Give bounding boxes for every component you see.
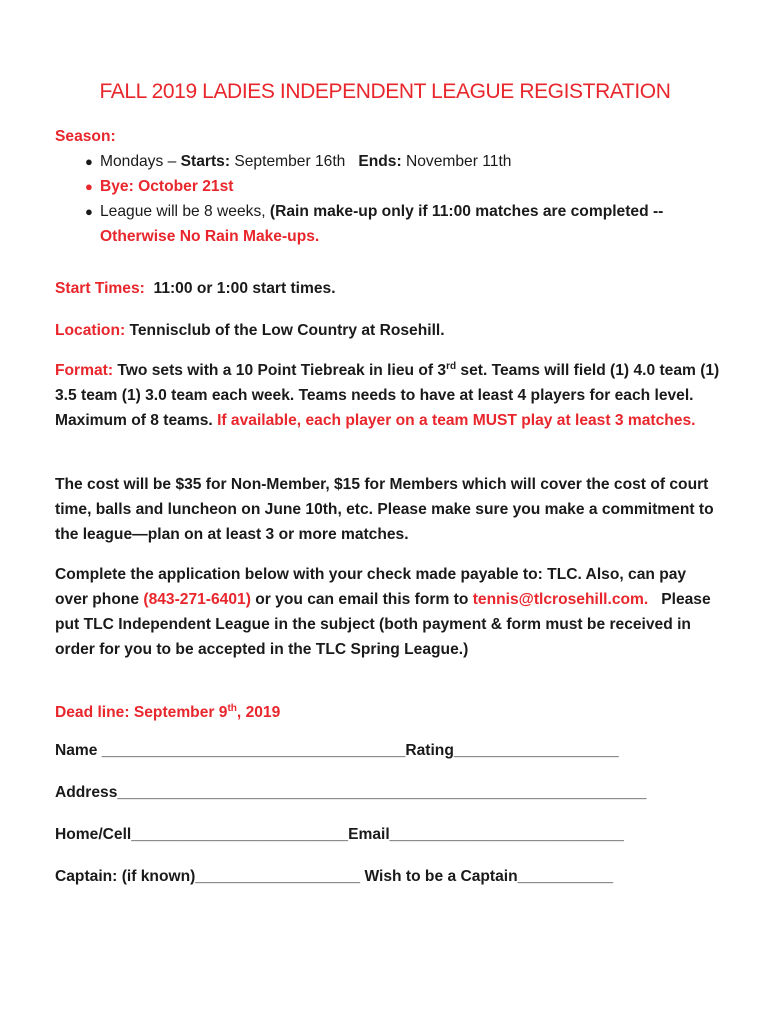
home-email-field[interactable]: Home/Cell_________________________Email___________________________ — [55, 826, 624, 843]
season-list — [55, 149, 720, 249]
list-item: ● Mondays – Starts: September 16th Ends: November 11th — [55, 149, 720, 174]
list-item: ● Bye: October 21st — [55, 174, 720, 199]
start-times: Start Times: 11:00 or 1:00 start times. — [55, 280, 336, 297]
bullet-icon: ● — [85, 179, 93, 194]
format-section: Format: Two sets with a 10 Point Tiebreak in lieu of 3rd set. Teams will field (1) 4.0 team (1) 3.5 team (1) 3.0 team each week. Teams needs to have at least 4 players for each level. Maximum of 8 teams. If available, each player on a team MUST play at least 3 matches. — [55, 360, 720, 429]
bullet-icon: ● — [85, 154, 93, 169]
cost-paragraph: The cost will be $35 for Non-Member, $15 for Members which will cover the cost of court time, balls and luncheon on June 10th, etc. Please make sure you make a commitment to the league—plan on at least 3 or more matches. — [55, 476, 714, 543]
list-item: ● League will be 8 weeks, (Rain make-up only if 11:00 matches are completed -- Otherwise No Rain Make-ups. — [55, 199, 720, 249]
application-paragraph: Complete the application below with your check made payable to: TLC. Also, can pay over phone (843-271-6401) or you can email this form to tennis@tlcrosehill.com. Please put TLC Independent League in the subject (both payment & form must be received in order for you to be accepted in the TLC Spring League.) — [55, 566, 715, 658]
address-field[interactable]: Address_____________________________________________________________ — [55, 784, 647, 801]
page-title: FALL 2019 LADIES INDEPENDENT LEAGUE REGISTRATION — [99, 80, 671, 103]
bullet-icon: ● — [85, 204, 93, 219]
phone-number: (843-271-6401) — [143, 591, 251, 608]
season-section — [55, 124, 720, 249]
deadline: Dead line: September 9th, 2019 — [55, 702, 281, 721]
email-link[interactable]: tennis@tlcrosehill.com. — [472, 591, 649, 608]
season-label: Season: — [55, 128, 116, 145]
location: Location: Tennisclub of the Low Country at Rosehill. — [55, 322, 445, 339]
name-rating-field[interactable]: Name ___________________________________Rating___________________ — [55, 742, 619, 759]
captain-field[interactable]: Captain: (if known)___________________ Wish to be a Captain___________ — [55, 868, 614, 885]
